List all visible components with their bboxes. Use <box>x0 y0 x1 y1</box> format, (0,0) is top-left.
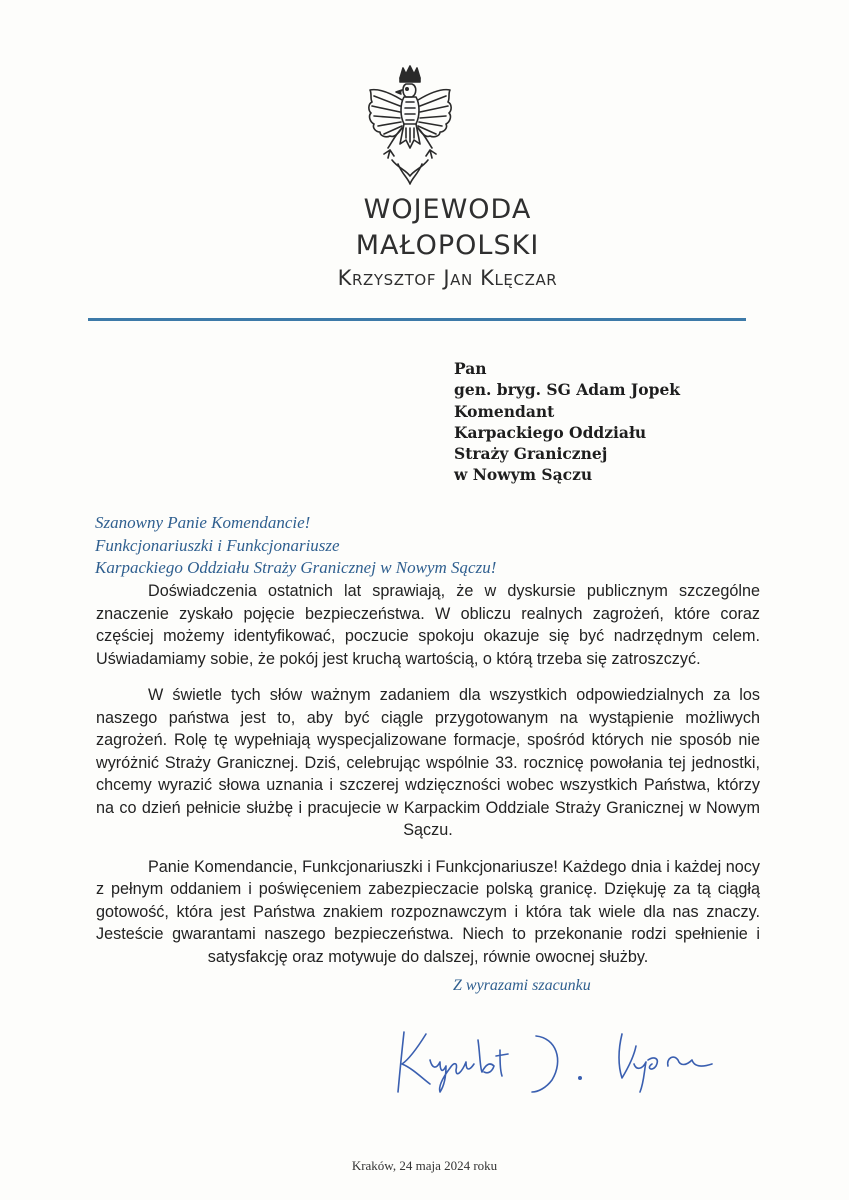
addressee-line: w Nowym Sączu <box>454 465 593 485</box>
closing-phrase: Z wyrazami szacunku <box>453 977 591 994</box>
salutation-block <box>95 512 496 580</box>
letterhead-title-line2: MAŁOPOLSKI <box>355 230 540 261</box>
body-paragraph: W świetle tych słów ważnym zadaniem dla wszystkich odpowiedzialnych za los naszego państwa jest to, aby być ciągle przygotowanym na wystąpienie możliwych zagrożeń. Rolę tę wypełniają wyspecjalizowane formacje, spośród których nie sposób nie wyróżnić Straży Granicznej. Dziś, celebrując wspólnie 33. rocznicę powołania tej jednostki, chcemy wyrazić słowa uznania i szczerej wdzięczności wobec wszystkich Państwa, którzy na co dzień pełnicie służbę i pracujecie w Karpackim Oddziale Straży Granicznej w Nowym Sączu. <box>96 686 760 839</box>
addressee-block <box>454 358 680 486</box>
addressee-line: Straży Granicznej <box>454 444 608 464</box>
letterhead-divider <box>88 318 746 321</box>
letterhead-name: Krzysztof Jan Klęczar <box>337 266 558 290</box>
addressee-line: Komendant <box>454 401 555 421</box>
body-paragraph: Doświadczenia ostatnich lat sprawiają, że w dyskursie publicznym szczególne znaczenie zyskało pojęcie bezpieczeństwa. W obliczu realnych zagrożeń, które coraz częściej możemy identyfikować, poczucie spokoju okazuje się być nadrzędnym celem. Uświadamiamy sobie, że pokój jest kruchą wartością, o którą trzeba się zatroszczyć. <box>96 582 760 668</box>
body-paragraph: Panie Komendancie, Funkcjonariuszki i Funkcjonariusze! Każdego dnia i każdej nocy z pełnym oddaniem i poświęceniem zabezpieczacie polską granicę. Dziękuję za tą ciągłą gotowość, która jest Państwa znakiem rozpoznawczym i która tak wiele dla nas znaczy. Jesteście gwarantami naszego bezpieczeństwa. Niech to przekonanie rodzi spełnienie i satysfakcję oraz motywuje do dalszej, równie owocnej służby. <box>96 857 760 966</box>
addressee-line: Karpackiego Oddziału <box>454 422 647 442</box>
addressee-line: gen. bryg. SG Adam Jopek <box>454 380 681 400</box>
letterhead-title-line1: WOJEWODA <box>363 194 532 225</box>
addressee-line: Pan <box>454 359 487 378</box>
letter-body <box>96 580 760 982</box>
place-and-date: Kraków, 24 maja 2024 roku <box>351 1158 498 1173</box>
polish-eagle-emblem-icon <box>362 64 458 186</box>
salutation-line: Karpackiego Oddziału Straży Granicznej w Nowym Sączu! <box>95 558 497 577</box>
handwritten-signature-icon <box>396 1020 726 1100</box>
salutation-line: Szanowny Panie Komendancie! <box>95 513 311 532</box>
salutation-line: Funkcjonariuszki i Funkcjonariusze <box>95 535 340 555</box>
